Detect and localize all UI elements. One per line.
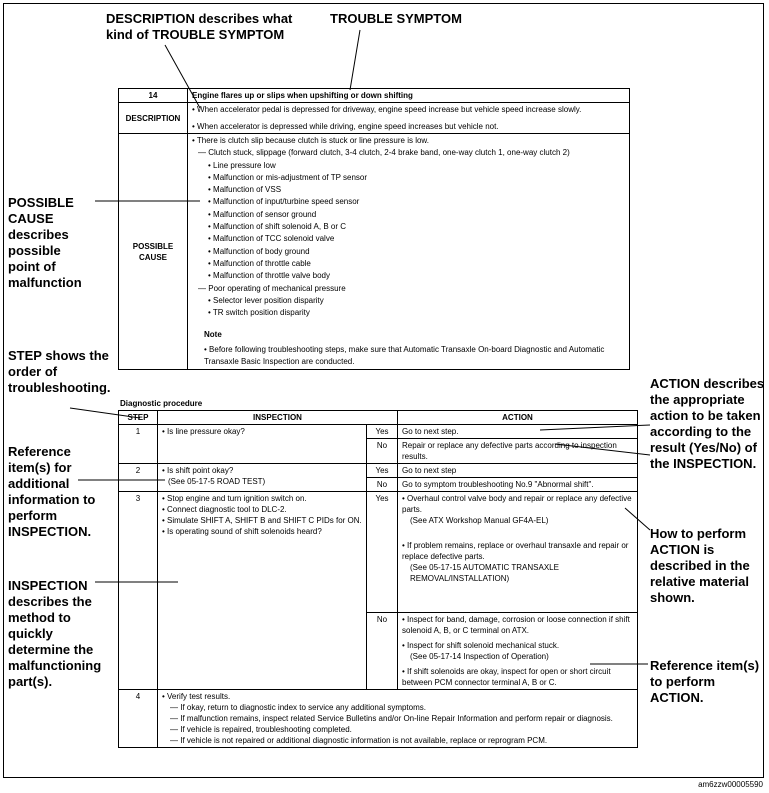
action-reference: (See ATX Workshop Manual GF4A-EL) [410,516,549,525]
callout-possible-cause: POSSIBLE CAUSE describes possible point of malfunction [8,195,82,290]
cause-label-text: POSSIBLE CAUSE [132,241,174,262]
cause-group1-list [208,160,625,283]
step4-item: — If vehicle is repaired, troubleshooting completed. [170,724,633,735]
action-cell: Repair or replace any defective parts according to inspection results. [398,439,638,464]
symptom-number: 14 [119,89,188,103]
callout-description: DESCRIPTION describes what kind of TROUBLE SYMPTOM [106,11,293,42]
callout-action: ACTION describes the appropriate action to be taken according to the result (Yes/No) of the INSPECTION. [650,376,765,471]
cause-group2: — Poor operating of mechanical pressure [198,283,625,295]
inspection-text: • Is shift point okay? [162,465,362,476]
action-text: • If problem remains, replace or overhaul transaxle and repair or replace defective parts. [402,540,633,562]
cause-item: • Malfunction of TCC solenoid valve [208,233,625,245]
cause-intro: • There is clutch slip because clutch is stuck or line pressure is low. [192,135,625,147]
step4-item: — If malfunction remains, inspect related Service Bulletins and/or On-line Repair Information and perform repair or diagnosis. [170,713,633,724]
cause-item: • TR switch position disparity [208,307,625,319]
procedure-title: Diagnostic procedure [120,399,203,408]
cause-group1: — Clutch stuck, slippage (forward clutch, 3-4 clutch, 2-4 brake band, one-way clutch 1, one-way clutch 2) [198,147,625,159]
symptom-title: Engine flares up or slips when upshifting or down shifting [188,89,630,103]
action-text: • Overhaul control valve body and repair or replace any defective parts. [402,493,633,515]
description-label: DESCRIPTION [119,103,188,134]
action-cell [398,613,638,690]
note-label: Note [204,330,222,340]
cause-item: • Malfunction or mis-adjustment of TP sensor [208,172,625,184]
cause-cell [188,134,630,370]
cause-item: • Malfunction of throttle valve body [208,270,625,282]
step4-item: — If okay, return to diagnostic index to service any additional symptoms. [170,702,633,713]
header-action: ACTION [398,411,638,425]
action-cell: Go to next step. [398,425,638,439]
step-number: 4 [119,690,158,748]
procedure-table [118,410,638,748]
inspection-text: • Is operating sound of shift solenoids heard? [162,526,362,537]
no-label: No [367,439,398,464]
inspection-reference: (See 05-17-5 ROAD TEST) [168,477,266,486]
inspection-text: • Stop engine and turn ignition switch on. [162,493,362,504]
yes-label: Yes [367,492,398,613]
description-item: • When accelerator is depressed while driving, engine speed increases but vehicle not. [192,121,625,132]
cause-item: • Malfunction of body ground [208,246,625,258]
action-reference: (See 05-17-15 AUTOMATIC TRANSAXLE REMOVAL/INSTALLATION) [410,563,559,583]
step4-item: — If vehicle is not repaired or additional diagnostic information is not available, replace or reprogram PCM. [170,735,633,746]
action-cell: Go to next step [398,464,638,478]
step4-cell [158,690,638,748]
inspection-cell [158,492,367,690]
inspection-cell [158,464,367,492]
cause-item: • Line pressure low [208,160,625,172]
callout-trouble-symptom: TROUBLE SYMPTOM [330,11,462,26]
header-step: STEP [119,411,158,425]
action-text: • Inspect for band, damage, corrosion or loose connection if shift solenoid A, B, or C terminal on ATX. [402,614,633,636]
symptom-table [118,88,630,370]
note-text: • Before following troubleshooting steps, make sure that Automatic Transaxle On-board Diagnostic and Automatic Transaxle Basic Inspection are conducted. [204,344,625,369]
yes-label: Yes [367,464,398,478]
cause-item: • Malfunction of sensor ground [208,209,625,221]
action-cell [398,492,638,613]
action-text: • If shift solenoids are okay, inspect for open or short circuit between PCM connector terminal A, B or C. [402,666,633,688]
callout-reference-inspection: Reference item(s) for additional information to perform INSPECTION. [8,444,96,539]
inspection-cell [158,425,367,464]
callout-reference-action: Reference item(s) to perform ACTION. [650,658,760,705]
step-number: 1 [119,425,158,464]
action-text: • Inspect for shift solenoid mechanical stuck. [402,640,633,651]
header-inspection: INSPECTION [158,411,398,425]
cause-label [119,134,188,370]
step-number: 3 [119,492,158,690]
step-number: 2 [119,464,158,492]
cause-item: • Malfunction of shift solenoid A, B or C [208,221,625,233]
footer-code: am6zzw00005590 [698,780,763,789]
inspection-text: • Simulate SHIFT A, SHIFT B and SHIFT C PIDs for ON. [162,515,362,526]
step4-intro: • Verify test results. [162,691,633,702]
callout-step: STEP shows the order of troubleshooting. [8,348,111,395]
description-cell [188,103,630,134]
cause-item: • Selector lever position disparity [208,295,625,307]
cause-item: • Malfunction of throttle cable [208,258,625,270]
yes-label: Yes [367,425,398,439]
description-item: • When accelerator pedal is depressed for driveway, engine speed increase but vehicle speed increase slowly. [192,104,625,115]
inspection-text: • Is line pressure okay? [162,427,245,436]
no-label: No [367,613,398,690]
no-label: No [367,478,398,492]
callout-how-to: How to perform ACTION is described in the relative material shown. [650,526,750,605]
cause-item: • Malfunction of VSS [208,184,625,196]
cause-group2-list [208,295,625,320]
action-reference: (See 05-17-14 Inspection of Operation) [410,652,549,661]
action-cell: Go to symptom troubleshooting No.9 "Abnormal shift". [398,478,638,492]
callout-inspection: INSPECTION describes the method to quickly determine the malfunctioning part(s). [8,578,102,689]
inspection-text: • Connect diagnostic tool to DLC-2. [162,504,362,515]
cause-item: • Malfunction of input/turbine speed sensor [208,196,625,208]
